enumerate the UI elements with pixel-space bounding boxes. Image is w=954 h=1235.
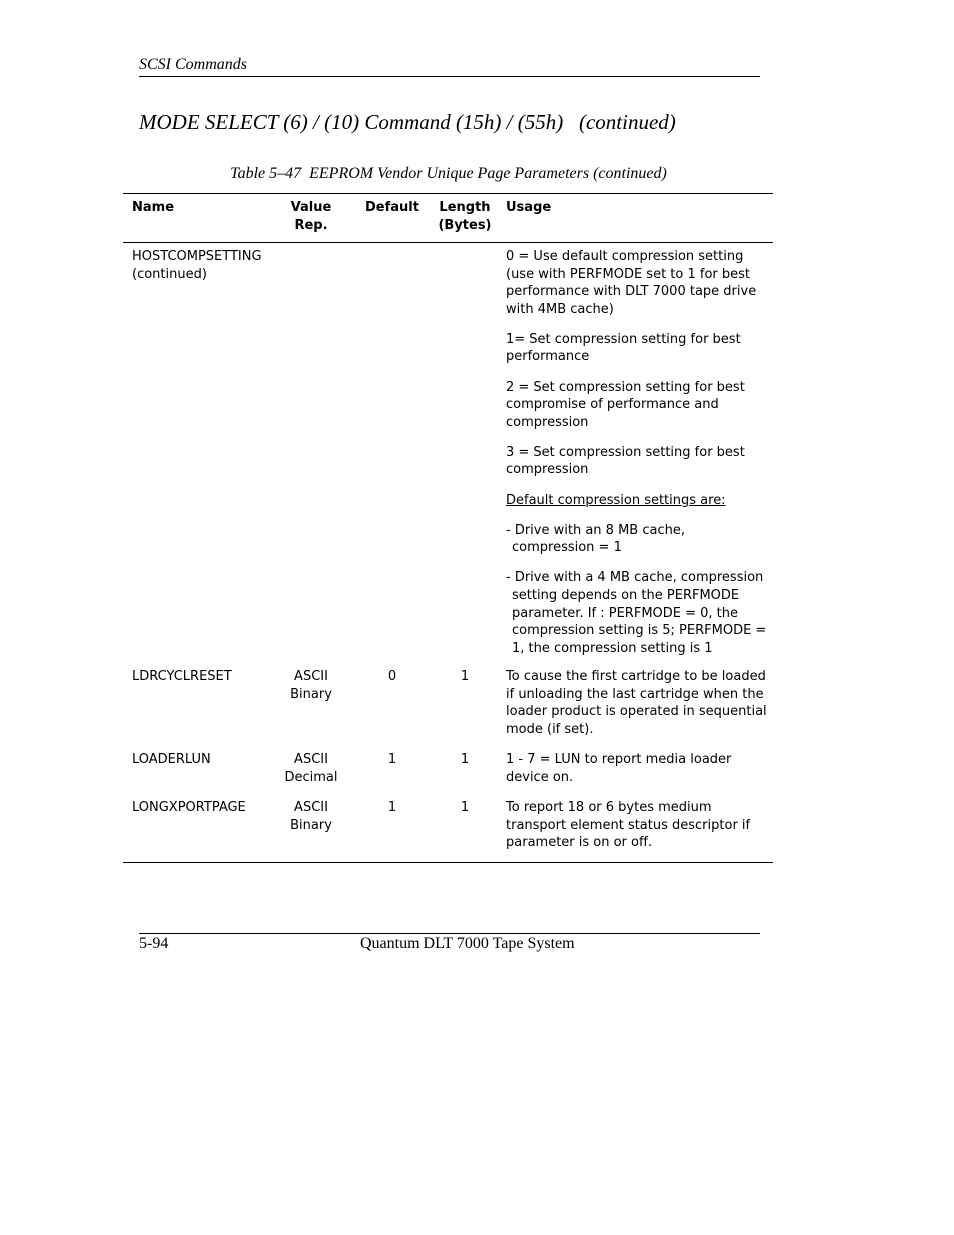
row-name-line1: HOSTCOMPSETTING <box>132 249 262 264</box>
row-length: 1 <box>460 752 470 767</box>
table-caption: Table 5–47 EEPROM Vendor Unique Page Parameters (continued) <box>230 165 667 182</box>
column-header-value-rep-line2: Rep. <box>294 217 328 233</box>
table-row <box>123 668 773 751</box>
row-name: LOADERLUN <box>132 752 211 767</box>
column-header-usage: Usage <box>506 200 552 215</box>
usage-paragraph: 3 = Set compression setting for best compression <box>506 444 745 478</box>
row-name-line2: (continued) <box>132 266 207 282</box>
column-header-default: Default <box>365 200 419 215</box>
row-usage <box>506 668 768 738</box>
row-value-rep-line1: ASCII <box>294 800 328 815</box>
row-usage <box>506 799 768 852</box>
row-name: LDRCYCLRESET <box>132 669 232 684</box>
table-row <box>123 799 773 862</box>
parameters-table <box>123 193 773 863</box>
row-value-rep <box>273 751 349 786</box>
usage-bullet: - Drive with a 4 MB cache, compression setting depends on the PERFMODE parameter. If : PERFMODE = 0, the compression setting is 5; PERFMODE = 1, the compression setting is 1 <box>506 570 767 656</box>
usage-paragraph: To cause the first cartridge to be loaded if unloading the last cartridge when the loader product is operated in sequential mode (if set). <box>506 669 767 737</box>
row-name: LONGXPORTPAGE <box>132 800 246 815</box>
column-header-value-rep-line1: Value <box>290 200 332 215</box>
row-value-rep-line2: Binary <box>290 686 332 702</box>
row-length: 1 <box>460 669 470 684</box>
usage-paragraph: 1= Set compression setting for best performance <box>506 331 741 365</box>
usage-paragraph: 0 = Use default compression setting (use with PERFMODE set to 1 for best performance with DLT 7000 tape drive with 4MB cache) <box>506 249 757 317</box>
column-header-length-line2: (Bytes) <box>438 217 492 233</box>
table-row <box>123 248 773 668</box>
row-value-rep-line2: Decimal <box>284 769 338 785</box>
footer-title: Quantum DLT 7000 Tape System <box>360 935 575 952</box>
row-name <box>132 248 282 283</box>
column-header-value-rep <box>273 199 349 234</box>
row-usage <box>506 751 768 786</box>
usage-subheading: Default compression settings are: <box>506 492 726 508</box>
usage-paragraph: 1 - 7 = LUN to report media loader device on. <box>506 752 732 785</box>
row-value-rep-line1: ASCII <box>294 669 328 684</box>
row-value-rep <box>273 668 349 703</box>
usage-paragraph: 2 = Set compression setting for best compromise of performance and compression <box>506 379 745 430</box>
row-usage <box>506 248 768 657</box>
column-header-length <box>429 199 501 234</box>
row-default: 1 <box>387 752 397 767</box>
row-length: 1 <box>460 800 470 815</box>
column-header-name: Name <box>132 200 175 215</box>
usage-bullet: - Drive with an 8 MB cache, compression = 1 <box>506 522 685 556</box>
row-value-rep-line2: Binary <box>290 817 332 833</box>
page-number: 5-94 <box>139 935 169 952</box>
running-head: SCSI Commands <box>139 56 248 73</box>
row-value-rep-line1: ASCII <box>294 752 328 767</box>
section-title: MODE SELECT (6) / (10) Command (15h) / (55h) (continued) <box>139 110 676 134</box>
usage-paragraph: To report 18 or 6 bytes medium transport element status descriptor if parameter is on or off. <box>506 800 751 851</box>
row-value-rep <box>273 799 349 834</box>
row-default: 1 <box>387 800 397 815</box>
header-rule <box>139 76 760 77</box>
row-default: 0 <box>387 669 397 684</box>
footer-rule <box>139 933 760 934</box>
column-header-length-line1: Length <box>439 200 491 215</box>
table-row <box>123 751 773 799</box>
table-header-row <box>123 194 773 243</box>
